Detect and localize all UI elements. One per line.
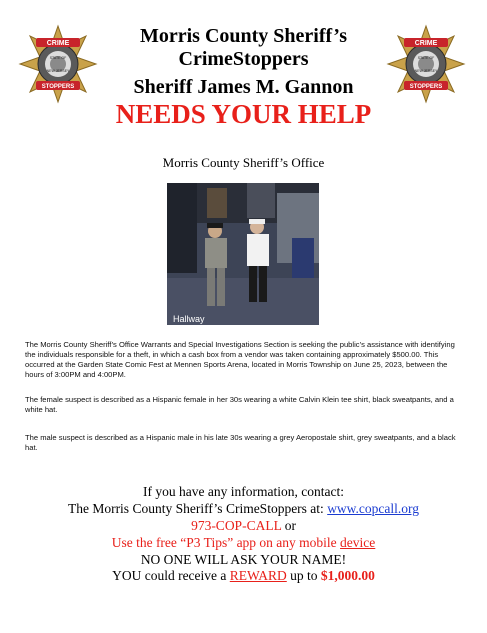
reward-prefix: YOU could receive a [112, 568, 230, 583]
website-link[interactable]: www.copcall.org [327, 501, 420, 516]
reward-amount: $1,000.00 [320, 568, 375, 583]
phone-number: 973-COP-CALL [191, 518, 282, 533]
contact-intro: If you have any information, contact: [143, 484, 344, 499]
reward-line [0, 567, 487, 584]
app-prefix: Use the free “P3 Tips” app on any mobile [111, 535, 341, 550]
office-name: Morris County Sheriff’s Office [162, 155, 325, 170]
contact-phone-line [0, 517, 487, 534]
female-suspect-description: The female suspect is described as a Hispanic female in her 30s wearing a white Calvin Klein tee shirt, black sweatpants, and a white hat. [25, 395, 454, 414]
seal-top-text: STATE OF [49, 56, 67, 60]
badge-top-text: CRIME [46, 40, 70, 47]
needs-your-help-heading: NEEDS YOUR HELP [115, 99, 372, 129]
seal-top-text: STATE OF [417, 56, 435, 60]
seal-bottom-text: NEW JERSEY [414, 69, 438, 73]
badge-bottom-text: STOPPERS [409, 84, 443, 90]
photo-watermark: Hallway [173, 314, 205, 324]
incident-description: The Morris County Sheriff’s Office Warrants and Special Investigations Section is seeking the public’s assistance with identifying the individuals responsible for a theft, in which a cash box from a vendor was taken containing approximately $500.00. This occurred at the Garden State Comic Fest at Mennen Sports Arena, located in Morris Township on June 25, 2023, between the hours of 3:00PM and 4:00PM. [25, 340, 455, 379]
contact-app-line [0, 534, 487, 551]
surveillance-photo [167, 183, 319, 325]
sheriff-name: Sheriff James M. Gannon [133, 76, 354, 98]
badge-bottom-text: STOPPERS [41, 84, 75, 90]
phone-or: or [281, 518, 296, 533]
male-suspect-description: The male suspect is described as a Hispanic male in his late 30s wearing a grey Aeropostale shirt, grey sweatpants, and a black hat. [25, 433, 456, 452]
contact-website-prefix: The Morris County Sheriff’s CrimeStoppers at: [67, 501, 328, 516]
app-device: device [340, 535, 376, 550]
title-line-2: CrimeStoppers [178, 48, 309, 70]
title-line-1: Morris County Sheriff’s [139, 25, 347, 47]
contact-website-line [0, 500, 487, 517]
seal-bottom-text: NEW JERSEY [46, 69, 70, 73]
badge-top-text: CRIME [414, 40, 438, 47]
anonymous-notice: NO ONE WILL ASK YOUR NAME! [140, 552, 347, 567]
reward-word: REWARD [229, 568, 287, 583]
reward-mid: up to [286, 568, 321, 583]
